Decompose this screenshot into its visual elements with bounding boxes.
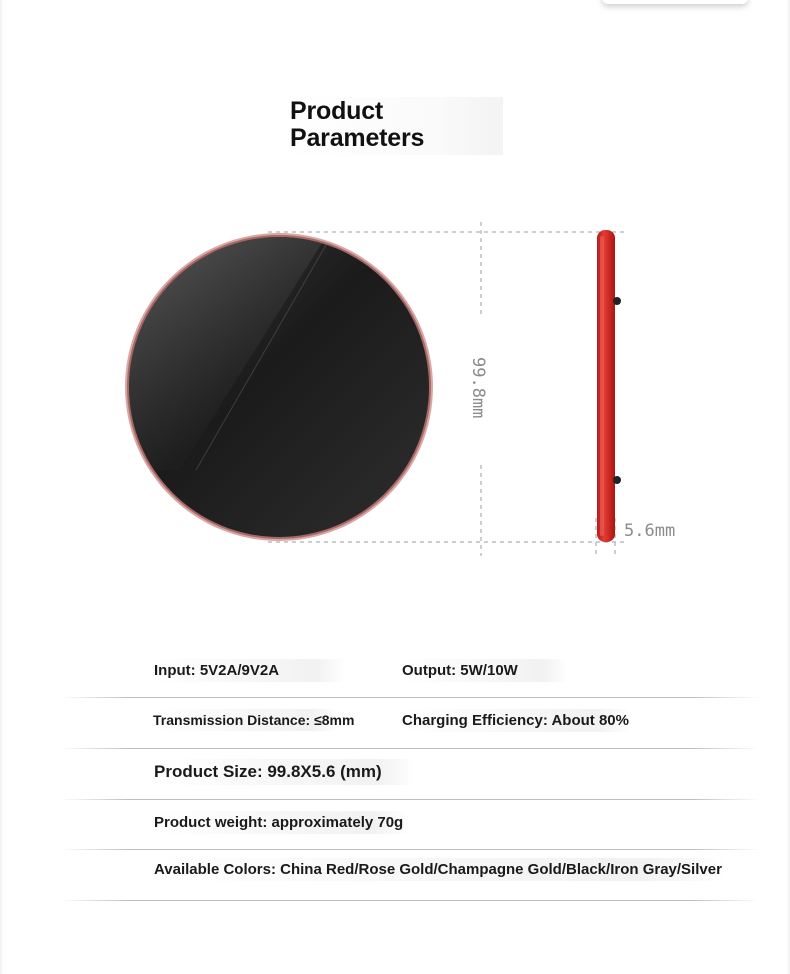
spec-product-size: Product Size: 99.8X5.6 (mm)	[154, 759, 416, 785]
thickness-label: 5.6mm	[624, 521, 676, 541]
spec-available-colors: Available Colors: China Red/Rose Gold/Champagne Gold/Black/Iron Gray/Silver	[154, 858, 726, 881]
spec-divider	[60, 900, 760, 901]
spec-transmission-distance: Transmission Distance: ≤8mm	[153, 709, 339, 731]
diameter-label: 99.8mm	[468, 357, 488, 419]
spec-divider	[60, 799, 760, 800]
spec-divider	[60, 849, 760, 850]
spec-divider	[60, 748, 760, 749]
spec-divider	[60, 697, 760, 698]
page-title: Product Parameters	[290, 97, 425, 152]
spec-output: Output: 5W/10W	[402, 659, 568, 682]
charging-pad-side-view	[597, 230, 621, 542]
spec-charging-efficiency: Charging Efficiency: About 80%	[402, 709, 630, 732]
spec-input: Input: 5V2A/9V2A	[154, 659, 345, 682]
charging-pad-front-view	[110, 230, 433, 541]
spec-product-weight: Product weight: approximately 70g	[154, 811, 410, 834]
